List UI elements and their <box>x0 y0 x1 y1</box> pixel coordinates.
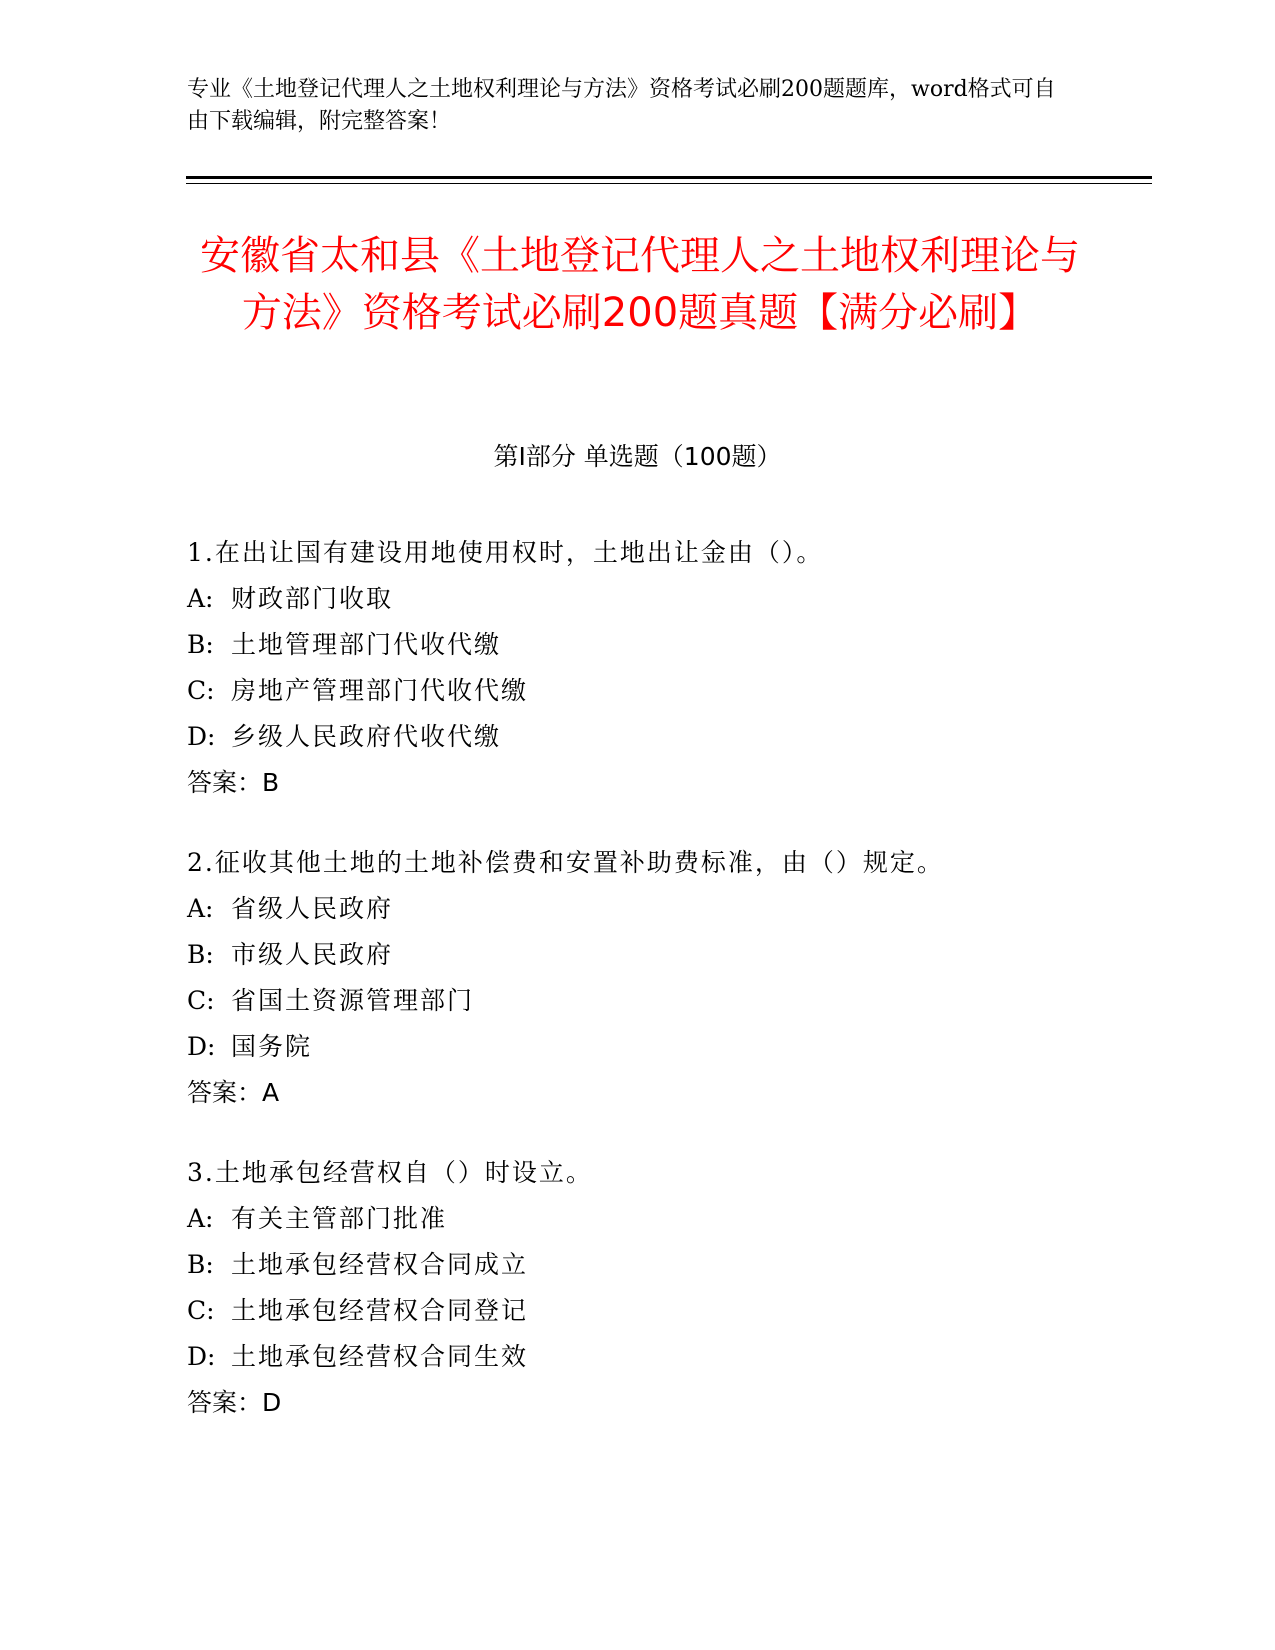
option-key: C: <box>187 986 215 1015</box>
option-text: 土地管理部门代收代缴 <box>231 630 502 659</box>
option-text: 国务院 <box>231 1032 313 1061</box>
question-3 <box>187 1150 1127 1426</box>
option-text: 省级人民政府 <box>231 894 394 923</box>
option-key: D: <box>187 1032 216 1061</box>
option-text: 财政部门收取 <box>231 584 394 613</box>
answer-line <box>187 1070 1127 1116</box>
question-1 <box>187 530 1127 806</box>
option-text: 省国土资源管理部门 <box>231 986 475 1015</box>
option-text: 土地承包经营权合同登记 <box>231 1296 529 1325</box>
option-b <box>187 932 1127 978</box>
option-d <box>187 714 1127 760</box>
option-text: 土地承包经营权合同成立 <box>231 1250 529 1279</box>
header-rule-thick <box>186 176 1152 179</box>
option-key: A: <box>187 1204 214 1233</box>
option-key: D: <box>187 1342 216 1371</box>
option-a <box>187 576 1127 622</box>
answer-value: D <box>262 1388 282 1417</box>
option-text: 房地产管理部门代收代缴 <box>231 676 529 705</box>
question-stem: 3.土地承包经营权自（）时设立。 <box>187 1158 593 1187</box>
header-note: 专业《土地登记代理人之土地权利理论与方法》资格考试必刷200题题库，word格式可自由下载编辑，附完整答案！ <box>187 77 1056 134</box>
question-stem: 1.在出让国有建设用地使用权时，土地出让金由（）。 <box>187 538 824 567</box>
option-key: C: <box>187 676 215 705</box>
question-stem: 2.征收其他土地的土地补偿费和安置补助费标准，由（）规定。 <box>187 848 944 877</box>
option-c <box>187 1288 1127 1334</box>
question-list <box>187 530 1127 1460</box>
answer-label: 答案： <box>187 1078 263 1107</box>
option-key: A: <box>187 894 214 923</box>
option-key: B: <box>187 1250 214 1279</box>
option-a <box>187 1196 1127 1242</box>
option-d <box>187 1024 1127 1070</box>
option-key: A: <box>187 584 214 613</box>
option-a <box>187 886 1127 932</box>
option-d <box>187 1334 1127 1380</box>
option-b <box>187 622 1127 668</box>
option-text: 土地承包经营权合同生效 <box>231 1342 529 1371</box>
option-text: 有关主管部门批准 <box>231 1204 448 1233</box>
question-2 <box>187 840 1127 1116</box>
answer-label: 答案： <box>187 768 263 797</box>
header-rule-thin <box>186 183 1152 184</box>
document-title: 安徽省太和县《土地登记代理人之土地权利理论与方法》资格考试必刷200题真题【满分必刷】 <box>200 233 1080 336</box>
option-c <box>187 668 1127 714</box>
answer-value: A <box>262 1078 280 1107</box>
answer-line <box>187 1380 1127 1426</box>
answer-line <box>187 760 1127 806</box>
option-key: B: <box>187 940 214 969</box>
option-key: B: <box>187 630 214 659</box>
option-text: 乡级人民政府代收代缴 <box>231 722 502 751</box>
option-b <box>187 1242 1127 1288</box>
option-text: 市级人民政府 <box>231 940 394 969</box>
answer-label: 答案： <box>187 1388 263 1417</box>
answer-value: B <box>262 768 280 797</box>
option-key: D: <box>187 722 216 751</box>
section-heading: 第Ⅰ部分 单选题（100题） <box>493 442 782 471</box>
option-key: C: <box>187 1296 215 1325</box>
option-c <box>187 978 1127 1024</box>
